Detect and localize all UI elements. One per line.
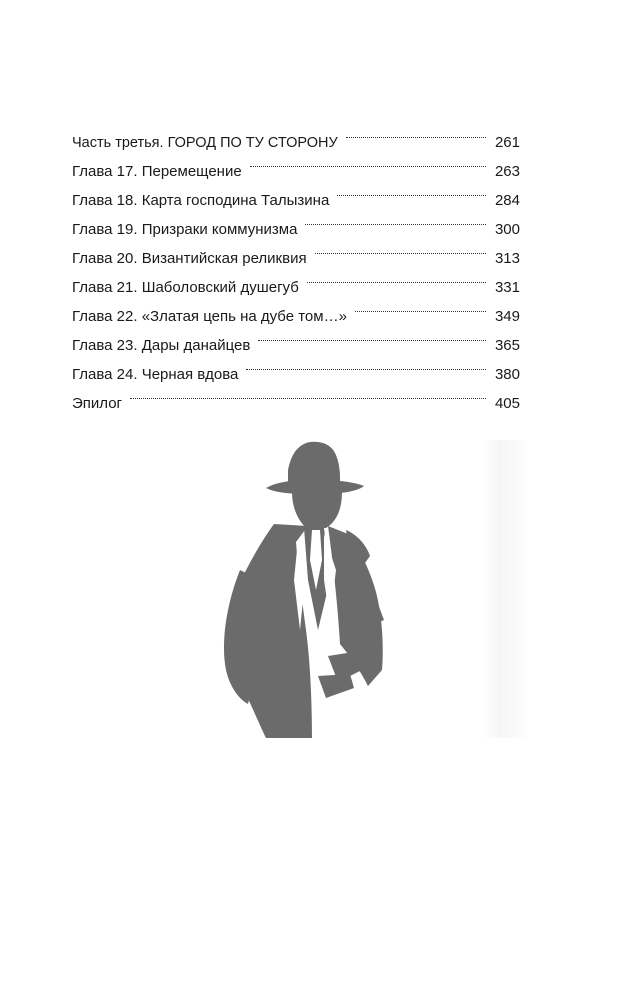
- dot-leader: [130, 379, 486, 408]
- toc-entry-page: 349: [494, 308, 520, 325]
- toc-entry-title: Глава 22. «Златая цепь на дубе том…»: [72, 308, 347, 325]
- dot-leader: [315, 234, 486, 263]
- toc-entry-part-three[interactable]: [72, 118, 520, 151]
- toc-entry-title: Глава 18. Карта господина Талызина: [72, 192, 330, 209]
- toc-entry-page: 405: [494, 395, 520, 412]
- dot-leader: [305, 205, 486, 234]
- toc-entry-title: Глава 17. Перемещение: [72, 163, 242, 180]
- toc-entry-title: Глава 21. Шаболовский душегуб: [72, 279, 299, 296]
- toc-entry-page: 365: [494, 337, 520, 354]
- toc-entry-title: Глава 19. Призраки коммунизма: [72, 221, 298, 238]
- toc-entry-title: Эпилог: [72, 395, 123, 412]
- dot-leader: [337, 176, 486, 205]
- toc-entry-page: 263: [494, 163, 520, 180]
- toc-entry-page: 313: [494, 250, 520, 267]
- toc-entry-epilogue[interactable]: [72, 379, 520, 412]
- dot-leader: [258, 321, 486, 350]
- dot-leader: [355, 292, 486, 321]
- toc-entry-title: Глава 20. Византийская реликвия: [72, 250, 307, 267]
- table-of-contents: [72, 118, 520, 412]
- toc-entry-page: 380: [494, 366, 520, 383]
- toc-entry-page: 284: [494, 192, 520, 209]
- toc-entry-page: 300: [494, 221, 520, 238]
- toc-entry-title: Часть третья. ГОРОД ПО ТУ СТОРОНУ: [72, 135, 338, 151]
- dot-leader: [246, 350, 486, 379]
- dot-leader: [346, 118, 486, 147]
- toc-entry-page: 261: [494, 134, 520, 151]
- dot-leader: [307, 263, 486, 292]
- dot-leader: [250, 147, 486, 176]
- toc-entry-title: Глава 23. Дары данайцев: [72, 337, 251, 354]
- toc-entry-page: 331: [494, 279, 520, 296]
- paper-shadow-strip: [483, 440, 527, 738]
- detective-silhouette-icon: [200, 430, 440, 750]
- toc-entry-title: Глава 24. Черная вдова: [72, 366, 239, 383]
